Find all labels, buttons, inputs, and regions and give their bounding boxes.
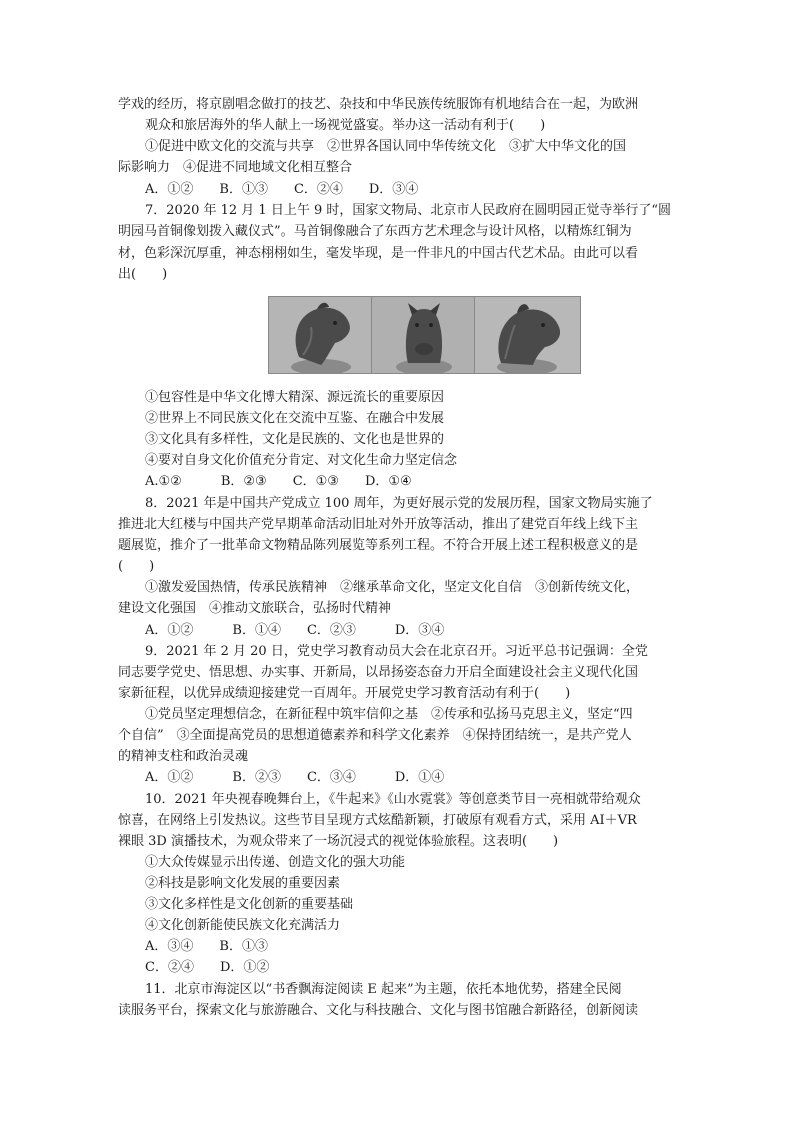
option-line: ②世界上不同民族文化在交流中互鉴、在融合中发展 — [145, 411, 445, 426]
horse-head-photo-3 — [474, 296, 581, 374]
text-line: ( ) — [118, 559, 155, 574]
text-line: 推进北大红楼与中国共产党早期革命活动旧址对外开放等活动，推出了建党百年线上线下主 — [118, 517, 639, 532]
text-line: 同志要学党史、悟思想、办实事、开新局，以昂扬姿态奋力开启全面建设社会主义现代化国 — [118, 665, 639, 680]
option-line: 际影响力 ④促进不同地域文化相互整合 — [118, 160, 353, 175]
text-line: 家新征程，以优异成绩迎接建党一百周年。开展党史学习教育活动有利于( ) — [118, 686, 571, 701]
option-line: ②科技是影响文化发展的重要因素 — [145, 876, 341, 891]
option-line: ③文化多样性是文化创新的重要基础 — [145, 897, 354, 912]
text-line: 出( ) — [118, 267, 168, 282]
question-7-stem: 7．2020 年 12 月 1 日上午 9 时，国家文物局、北京市人民政府在圆明园正觉寺举行了“圆 — [145, 203, 672, 218]
text-line: 读服务平台，探索文化与旅游融合、文化与科技融合、文化与图书馆融合新路径，创新阅读 — [118, 1003, 639, 1018]
option-line: ①促进中欧文化的交流与共享 ②世界各国认同中华传统文化 ③扩大中华文化的国 — [145, 139, 627, 154]
text-line: 惊喜，在网络上引发热议。这些节目呈现方式炫酷新颖，打破原有观看方式，采用 AI＋VR — [118, 813, 637, 828]
answer-choices: A.①② B．②③ C．①③ D．①④ — [145, 474, 412, 489]
option-line: ①激发爱国热情，传承民族精神 ②继承革命文化，坚定文化自信 ③创新传统文化， — [145, 580, 640, 595]
horse-head-photo-2 — [371, 296, 478, 374]
answer-choices: C．②④ D．①② — [145, 960, 270, 975]
question-8-stem: 8．2021 年是中国共产党成立 100 周年，为更好展示党的发展历程，国家文物局实施了 — [145, 496, 653, 511]
text-line: 材，色彩深沉厚重，神态栩栩如生，毫发毕现，是一件非凡的中国古代艺术品。由此可以看 — [118, 246, 639, 261]
question-10-stem: 10．2021 年央视春晚舞台上，《牛起来》《山水霓裳》等创意类节目一亮相就带给观众 — [145, 792, 641, 807]
option-line: ①大众传媒显示出传递、创造文化的强大功能 — [145, 855, 406, 870]
question-9-stem: 9．2021 年 2 月 20 日，党史学习教育动员大会在北京召开。习近平总书记强调：全党 — [145, 644, 648, 659]
option-line: ①包容性是中华文化博大精深、源远流长的重要原因 — [145, 390, 445, 405]
text-line: 学戏的经历，将京剧唱念做打的技艺、杂技和中华民族传统服饰有机地结合在一起，为欧洲 — [118, 97, 639, 112]
option-line: 个自信” ③全面提高党员的思想道德素养和科学文化素养 ④保持团结统一，是共产党人 — [118, 728, 632, 743]
question-11-stem: 11．北京市海淀区以“书香飘海淀阅读 E 起来”为主题，依托本地优势，搭建全民阅 — [145, 982, 622, 997]
horse-head-photo-1 — [268, 296, 375, 374]
option-line: 建设文化强国 ④推动文旅联合，弘扬时代精神 — [118, 601, 392, 616]
answer-choices: A．③④ B．①③ — [145, 939, 268, 954]
answer-choices: A．①② B．②③ C．③④ D．①④ — [145, 770, 445, 785]
horse-head-photos — [0, 296, 794, 376]
answer-choices: A．①② B．①④ C．②③ D．③④ — [145, 623, 445, 638]
option-line: ④要对自身文化价值充分肯定、对文化生命力坚定信念 — [145, 453, 458, 468]
option-line: 的精神支柱和政治灵魂 — [118, 749, 249, 764]
option-line: ①党员坚定理想信念，在新征程中筑牢信仰之基 ②传承和弘扬马克思主义，坚定“四 — [145, 707, 633, 722]
text-line: 裸眼 3D 演播技术，为观众带来了一场沉浸式的视觉体验旅程。这表明( ) — [118, 834, 559, 849]
text-line: 观众和旅居海外的华人献上一场视觉盛宴。举办这一活动有利于( ) — [145, 118, 546, 133]
answer-choices: A．①② B．①③ C．②④ D．③④ — [145, 182, 419, 197]
option-line: ④文化创新能使民族文化充满活力 — [145, 918, 341, 933]
text-line: 明园马首铜像划拨入藏仪式”。马首铜像融合了东西方艺术理念与设计风格，以精炼红铜为 — [118, 224, 632, 239]
option-line: ③文化具有多样性，文化是民族的、文化也是世界的 — [145, 432, 445, 447]
text-line: 题展览，推介了一批革命文物精品陈列展览等系列工程。不符合开展上述工程积极意义的是 — [118, 538, 639, 553]
